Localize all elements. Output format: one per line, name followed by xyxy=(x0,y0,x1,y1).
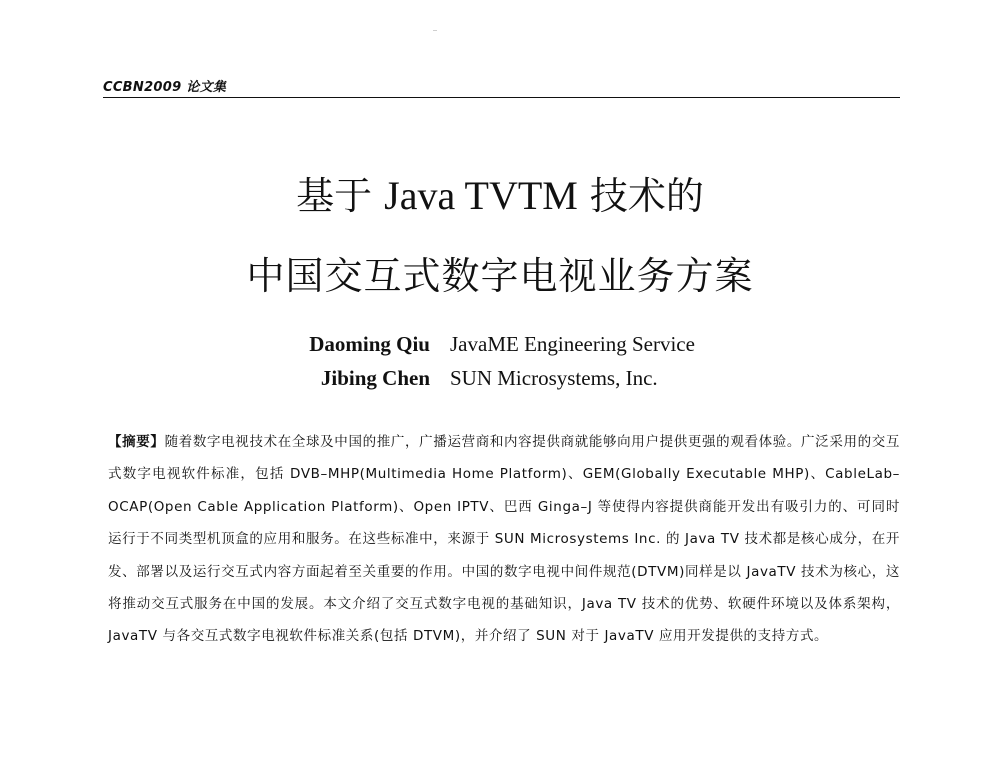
title-line-1-post: 技术的 xyxy=(577,174,704,218)
scan-mark xyxy=(433,30,437,31)
abstract-label: 【摘要】 xyxy=(108,434,165,450)
page-header xyxy=(103,76,900,98)
author-row xyxy=(260,366,760,400)
author-block xyxy=(260,332,760,400)
title-line-1 xyxy=(0,165,1000,220)
abstract xyxy=(108,426,900,653)
author-name: Daoming Qiu xyxy=(309,332,430,356)
running-head: CCBN2009 论文集 xyxy=(103,80,227,95)
author-affiliation: JavaME Engineering Service xyxy=(450,332,695,356)
author-row xyxy=(260,332,760,366)
author-name: Jibing Chen xyxy=(320,366,430,390)
author-affiliation: SUN Microsystems, Inc. xyxy=(450,366,658,390)
header-rule xyxy=(103,97,900,98)
title-line-1-latin: Java TVTM xyxy=(384,173,578,218)
title-line-2: 中国交互式数字电视业务方案 xyxy=(246,254,754,298)
abstract-text: 随着数字电视技术在全球及中国的推广，广播运营商和内容提供商就能够向用户提供更强的观看体验。广泛采用的交互式数字电视软件标准，包括 DVB–MHP(Multimedia Home Platform)、GEM(Globally Executable MHP)、CableLab–OCAP(Open Cable Application Platform)、Open IPTV、巴西 Ginga–J 等使得内容提供商能开发出有吸引力的、可同时运行于不同类型机顶盒的应用和服务。在这些标准中，来源于 SUN Microsystems Inc. 的 Java TV 技术都是核心成分，在开发、部署以及运行交互式内容方面起着至关重要的作用。中国的数字电视中间件规范(DTVM)同样是以 JavaTV 技术为核心，这将推动交互式服务在中国的发展。本文介绍了交互式数字电视的基础知识，Java TV 技术的优势、软硬件环境以及体系架构，JavaTV 与各交互式数字电视软件标准关系(包括 DTVM)，并介绍了 SUN 对于 JavaTV 应用开发提供的支持方式。 xyxy=(108,434,900,645)
title-line-1-pre: 基于 xyxy=(296,174,385,218)
